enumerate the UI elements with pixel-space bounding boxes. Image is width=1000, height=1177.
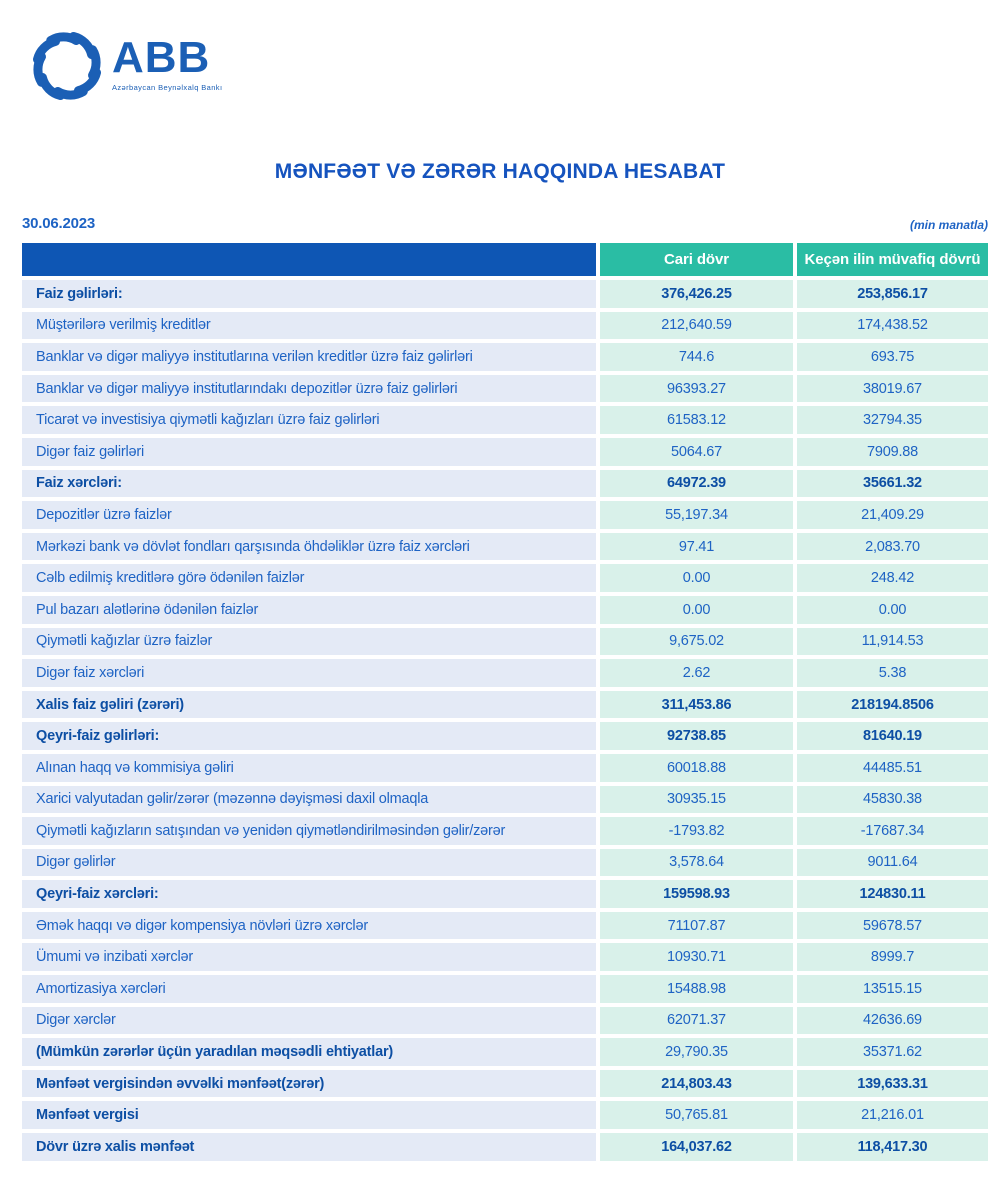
previous-period-value: 44485.51	[797, 754, 988, 782]
previous-period-value: 9011.64	[797, 849, 988, 877]
current-period-value: 15488.98	[600, 975, 793, 1003]
abb-pinwheel-logo-icon	[26, 24, 108, 108]
table-row	[22, 312, 988, 340]
row-label-cell: Faiz gəlirləri:	[22, 280, 596, 308]
table-row	[22, 1007, 988, 1035]
row-label-cell: Digər xərclər	[22, 1007, 596, 1035]
table-row	[22, 533, 988, 561]
table-row	[22, 912, 988, 940]
table-row	[22, 1038, 988, 1066]
previous-period-value: 693.75	[797, 343, 988, 371]
current-period-value: 92738.85	[600, 722, 793, 750]
table-row	[22, 849, 988, 877]
table-header-row	[22, 243, 988, 276]
row-label-cell: Qiymətli kağızlar üzrə faizlər	[22, 628, 596, 656]
current-period-value: 97.41	[600, 533, 793, 561]
previous-period-value: 248.42	[797, 564, 988, 592]
table-row	[22, 754, 988, 782]
header-current-period: Cari dövr	[600, 243, 793, 276]
previous-period-value: 81640.19	[797, 722, 988, 750]
row-label-cell: Qeyri-faiz xərcləri:	[22, 880, 596, 908]
previous-period-value: 35371.62	[797, 1038, 988, 1066]
table-row	[22, 786, 988, 814]
row-label-cell: Qeyri-faiz gəlirləri:	[22, 722, 596, 750]
previous-period-value: 0.00	[797, 596, 988, 624]
current-period-value: 61583.12	[600, 406, 793, 434]
table-row	[22, 343, 988, 371]
row-label-cell: Dövr üzrə xalis mənfəət	[22, 1133, 596, 1161]
table-row	[22, 1133, 988, 1161]
previous-period-value: 45830.38	[797, 786, 988, 814]
current-period-value: 164,037.62	[600, 1133, 793, 1161]
row-label-cell: Qiymətli kağızların satışından və yenidən qiymətləndirilməsindən gəlir/zərər	[22, 817, 596, 845]
row-label-cell: Əmək haqqı və digər kompensiya növləri üzrə xərclər	[22, 912, 596, 940]
current-period-value: 29,790.35	[600, 1038, 793, 1066]
previous-period-value: 59678.57	[797, 912, 988, 940]
row-label-cell: Ümumi və inzibati xərclər	[22, 943, 596, 971]
table-row	[22, 470, 988, 498]
current-period-value: 96393.27	[600, 375, 793, 403]
table-body	[22, 280, 988, 1161]
current-period-value: 64972.39	[600, 470, 793, 498]
previous-period-value: 8999.7	[797, 943, 988, 971]
previous-period-value: 42636.69	[797, 1007, 988, 1035]
previous-period-value: 11,914.53	[797, 628, 988, 656]
row-label-cell: (Mümkün zərərlər üçün yaradılan məqsədli ehtiyatlar)	[22, 1038, 596, 1066]
current-period-value: 311,453.86	[600, 691, 793, 719]
table-row	[22, 880, 988, 908]
current-period-value: 212,640.59	[600, 312, 793, 340]
row-label-cell: Digər faiz xərcləri	[22, 659, 596, 687]
row-label-cell: Cəlb edilmiş kreditlərə görə ödənilən faizlər	[22, 564, 596, 592]
current-period-value: -1793.82	[600, 817, 793, 845]
previous-period-value: 32794.35	[797, 406, 988, 434]
current-period-value: 0.00	[600, 564, 793, 592]
previous-period-value: 7909.88	[797, 438, 988, 466]
row-label-cell: Banklar və digər maliyyə institutlarındakı depozitlər üzrə faiz gəlirləri	[22, 375, 596, 403]
row-label-cell: Müştərilərə verilmiş kreditlər	[22, 312, 596, 340]
previous-period-value: 218194.8506	[797, 691, 988, 719]
previous-period-value: 21,409.29	[797, 501, 988, 529]
header-empty-cell	[22, 243, 596, 276]
row-label-cell: Mənfəət vergisindən əvvəlki mənfəət(zərər)	[22, 1070, 596, 1098]
row-label-cell: Ticarət və investisiya qiymətli kağızları üzrə faiz gəlirləri	[22, 406, 596, 434]
table-row	[22, 1101, 988, 1129]
table-row	[22, 375, 988, 403]
current-period-value: 5064.67	[600, 438, 793, 466]
previous-period-value: -17687.34	[797, 817, 988, 845]
table-row	[22, 564, 988, 592]
current-period-value: 55,197.34	[600, 501, 793, 529]
previous-period-value: 21,216.01	[797, 1101, 988, 1129]
current-period-value: 60018.88	[600, 754, 793, 782]
current-period-value: 214,803.43	[600, 1070, 793, 1098]
previous-period-value: 253,856.17	[797, 280, 988, 308]
row-label-cell: Faiz xərcləri:	[22, 470, 596, 498]
row-label-cell: Depozitlər üzrə faizlər	[22, 501, 596, 529]
table-row	[22, 628, 988, 656]
table-row	[22, 659, 988, 687]
current-period-value: 2.62	[600, 659, 793, 687]
page-title: MƏNFƏƏT VƏ ZƏRƏR HAQQINDA HESABAT	[274, 160, 726, 183]
row-label-cell: Digər gəlirlər	[22, 849, 596, 877]
previous-period-value: 5.38	[797, 659, 988, 687]
row-label-cell: Xalis faiz gəliri (zərəri)	[22, 691, 596, 719]
header-previous-period: Keçən ilin müvafiq dövrü	[797, 243, 988, 276]
table-row	[22, 596, 988, 624]
previous-period-value: 174,438.52	[797, 312, 988, 340]
current-period-value: 744.6	[600, 343, 793, 371]
previous-period-value: 35661.32	[797, 470, 988, 498]
table-row	[22, 975, 988, 1003]
current-period-value: 159598.93	[600, 880, 793, 908]
row-label-cell: Mənfəət vergisi	[22, 1101, 596, 1129]
row-label-cell: Banklar və digər maliyyə institutlarına verilən kreditlər üzrə faiz gəlirləri	[22, 343, 596, 371]
previous-period-value: 2,083.70	[797, 533, 988, 561]
current-period-value: 3,578.64	[600, 849, 793, 877]
table-row	[22, 722, 988, 750]
current-period-value: 376,426.25	[600, 280, 793, 308]
previous-period-value: 118,417.30	[797, 1133, 988, 1161]
current-period-value: 9,675.02	[600, 628, 793, 656]
table-row	[22, 691, 988, 719]
table-row	[22, 817, 988, 845]
row-label-cell: Mərkəzi bank və dövlət fondları qarşısında öhdəliklər üzrə faiz xərcləri	[22, 533, 596, 561]
logo-subtitle: Azərbaycan Beynəlxalq Bankı	[112, 83, 223, 92]
row-label-cell: Digər faiz gəlirləri	[22, 438, 596, 466]
row-label-cell: Pul bazarı alətlərinə ödənilən faizlər	[22, 596, 596, 624]
unit-note: (min manatla)	[909, 218, 988, 232]
meta-row	[22, 215, 988, 232]
table-row	[22, 501, 988, 529]
current-period-value: 0.00	[600, 596, 793, 624]
current-period-value: 30935.15	[600, 786, 793, 814]
table-row	[22, 406, 988, 434]
previous-period-value: 13515.15	[797, 975, 988, 1003]
row-label-cell: Amortizasiya xərcləri	[22, 975, 596, 1003]
row-label-cell: Xarici valyutadan gəlir/zərər (məzənnə dəyişməsi daxil olmaqla	[22, 786, 596, 814]
table-row	[22, 1070, 988, 1098]
bank-logo	[26, 24, 222, 108]
previous-period-value: 124830.11	[797, 880, 988, 908]
current-period-value: 62071.37	[600, 1007, 793, 1035]
table-row	[22, 943, 988, 971]
current-period-value: 50,765.81	[600, 1101, 793, 1129]
row-label-cell: Alınan haqq və kommisiya gəliri	[22, 754, 596, 782]
table-row	[22, 438, 988, 466]
logo-text: ABB	[112, 33, 211, 82]
previous-period-value: 38019.67	[797, 375, 988, 403]
current-period-value: 10930.71	[600, 943, 793, 971]
current-period-value: 71107.87	[600, 912, 793, 940]
previous-period-value: 139,633.31	[797, 1070, 988, 1098]
table-row	[22, 280, 988, 308]
report-date: 30.06.2023	[22, 215, 96, 232]
profit-loss-table	[22, 243, 988, 1165]
